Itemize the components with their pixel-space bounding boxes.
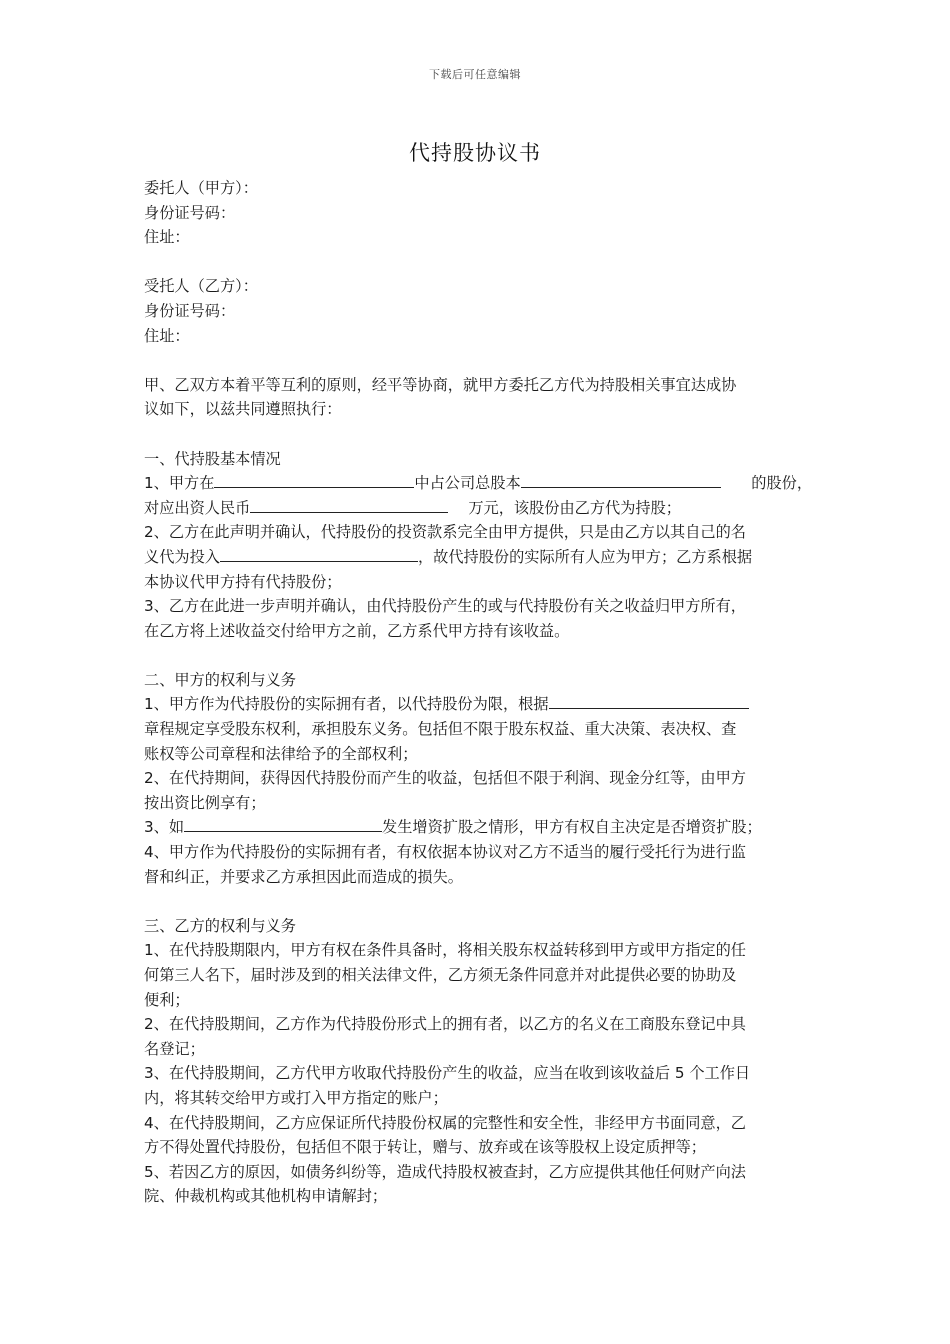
section2-item3-text: 3、如 xyxy=(144,818,185,837)
section3-item4-cont: 方不得处置代持股份，包括但不限于转让，赠与、放弃或在该等股权上设定质押等； xyxy=(144,1138,706,1157)
spacer xyxy=(144,250,812,275)
party-b-label: 受托人（乙方）： xyxy=(144,277,258,296)
section1-item1-text: 1、甲方在 xyxy=(144,474,215,493)
section2-item3-text: 发生增资扩股之情形，甲方有权自主决定是否增资扩股； xyxy=(382,818,762,837)
section1-item2-cont: 本协议代甲方持有代持股份； xyxy=(144,572,342,591)
section1-item2: 2、乙方在此声明并确认，代持股份的投资款系完全由甲方提供，只是由乙方以其自己的名 xyxy=(144,523,746,542)
section1-item1-text: 的股份， xyxy=(751,474,812,493)
section1-item3: 3、乙方在此进一步声明并确认，由代持股份产生的或与代持股份有关之收益归甲方所有， xyxy=(144,597,746,616)
section1-item1-text: 万元，该股份由乙方代为持股； xyxy=(468,498,681,517)
section3-item2-cont: 名登记； xyxy=(144,1039,205,1058)
section1-item1-text: 对应出资人民币 xyxy=(144,498,251,517)
section3-item5-cont: 院、仲裁机构或其他机构申请解封； xyxy=(144,1187,387,1206)
section2-item1-text: 1、甲方作为代持股份的实际拥有者，以代持股份为限，根据 xyxy=(144,695,549,714)
preamble-line: 甲、乙双方本着平等互利的原则，经平等协商，就甲方委托乙方代为持股相关事宜达成协 xyxy=(144,375,737,394)
header-note: 下载后可任意编辑 xyxy=(429,68,521,81)
section3-item3-cont: 内，将其转交给甲方或打入甲方指定的账户； xyxy=(144,1088,448,1107)
section1-item2-text: ，故代持股份的实际所有人应为甲方；乙方系根据 xyxy=(417,547,753,566)
section2-item4-cont: 督和纠正，并要求乙方承担因此而造成的损失。 xyxy=(144,867,463,886)
section2-item1 xyxy=(144,692,812,717)
party-a-id-label: 身份证号码： xyxy=(144,203,236,222)
section1-item2-cont xyxy=(144,545,812,570)
document-body xyxy=(144,176,812,1209)
section2-item4: 4、甲方作为代持股份的实际拥有者，有权依据本协议对乙方不适当的履行受托行为进行监 xyxy=(144,843,746,862)
section1-item1 xyxy=(144,471,812,496)
section1-item1-cont xyxy=(144,496,812,521)
section2-heading: 二、甲方的权利与义务 xyxy=(144,670,296,689)
section3-item1: 1、在代持股期限内，甲方有权在条件具备时，将相关股东权益转移到甲方或甲方指定的任 xyxy=(144,941,746,960)
spacer xyxy=(144,643,812,668)
party-a-address-label: 住址： xyxy=(144,228,190,247)
blank-line xyxy=(521,472,721,488)
section3-heading: 三、乙方的权利与义务 xyxy=(144,916,296,935)
blank-line xyxy=(184,816,382,832)
spacer xyxy=(144,348,812,373)
party-b-address-label: 住址： xyxy=(144,326,190,345)
section3-item5: 5、若因乙方的原因，如债务纠纷等，造成代持股权被查封，乙方应提供其他任何财产向法 xyxy=(144,1162,746,1181)
party-b-id-label: 身份证号码： xyxy=(144,301,236,320)
section2-item2: 2、在代持期间，获得因代持股份而产生的收益，包括但不限于利润、现金分红等，由甲方 xyxy=(144,769,746,788)
section1-heading: 一、代持股基本情况 xyxy=(144,449,281,468)
section3-item4: 4、在代持股期间，乙方应保证所代持股份权属的完整性和安全性，非经甲方书面同意，乙 xyxy=(144,1113,746,1132)
spacer xyxy=(144,422,812,447)
section3-item2: 2、在代持股期间，乙方作为代持股份形式上的拥有者，以乙方的名义在工商股东登记中具 xyxy=(144,1015,746,1034)
blank-line xyxy=(250,497,448,513)
section3-item1-cont: 便利； xyxy=(144,990,190,1009)
section3-item1-cont: 何第三人名下，届时涉及到的相关法律文件，乙方须无条件同意并对此提供必要的协助及 xyxy=(144,966,737,984)
section1-item1-text: 中占公司总股本 xyxy=(414,474,521,493)
section3-item3: 3、在代持股期间，乙方代甲方收取代持股份产生的收益，应当在收到该收益后 5 个工作日 xyxy=(144,1064,751,1083)
blank-line xyxy=(549,693,749,709)
section1-item3-cont: 在乙方将上述收益交付给甲方之前，乙方系代甲方持有该收益。 xyxy=(144,621,570,640)
section2-item2-cont: 按出资比例享有； xyxy=(144,793,266,812)
section2-item1-cont: 章程规定享受股东权利，承担股东义务。包括但不限于股东权益、重大决策、表决权、查 xyxy=(144,720,737,739)
document-title: 代持股协议书 xyxy=(409,141,541,165)
spacer xyxy=(144,889,812,914)
party-a-label: 委托人（甲方）： xyxy=(144,179,258,197)
blank-line xyxy=(214,472,414,488)
preamble-line: 议如下，以兹共同遵照执行： xyxy=(144,400,342,419)
section1-item2-text: 义代为投入 xyxy=(144,547,220,566)
blank-line xyxy=(220,546,418,562)
section2-item1-cont: 账权等公司章程和法律给予的全部权利； xyxy=(144,744,418,763)
section2-item3 xyxy=(144,815,812,840)
